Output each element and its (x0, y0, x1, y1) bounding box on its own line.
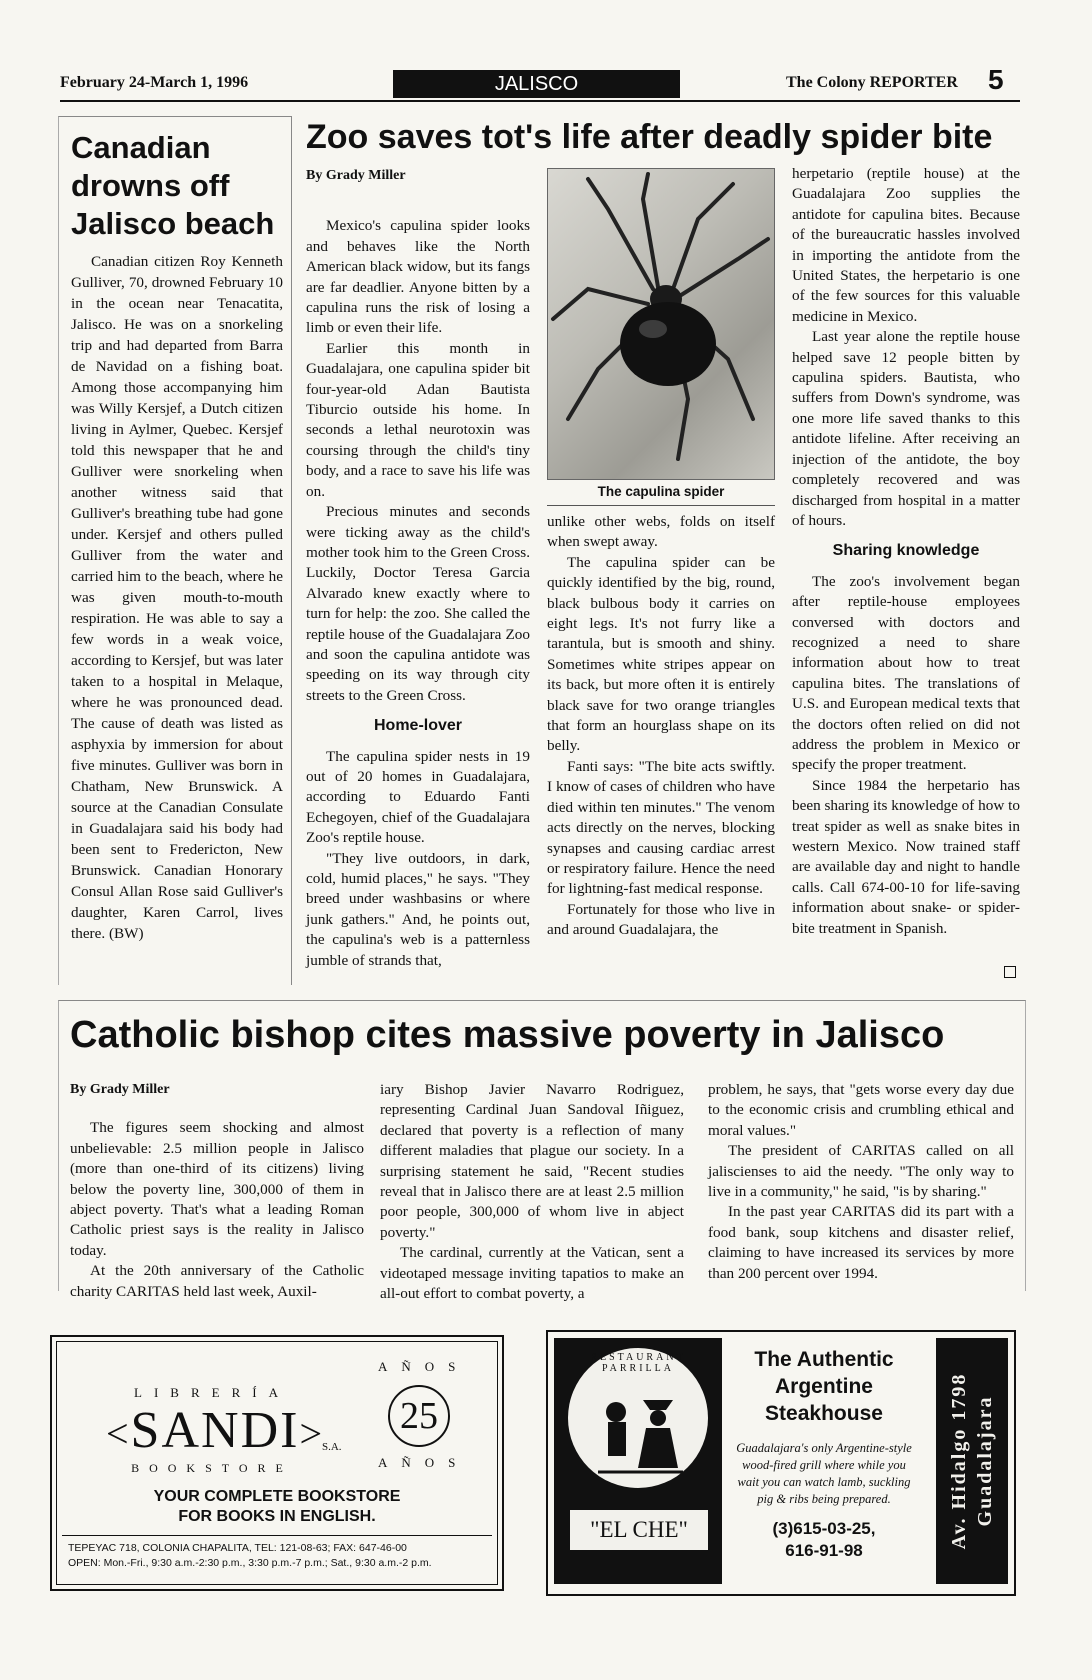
sandi-tagline-line-1: YOUR COMPLETE BOOKSTORE (153, 1488, 401, 1505)
spider-photo (547, 168, 775, 480)
zoo-paragraph: The capulina spider can be quickly identified by the big, round, black bulbous body it carries on eight legs. It's not furry like a tarantula, but is smooth and shiny. Sometimes white stripes appear on its back, but more often it is entirely black save for two orange triangles that form an hourglass shape on its belly. (547, 553, 775, 755)
paper-name: The Colony REPORTER (786, 74, 958, 91)
sandi-tagline-line-2: FOR BOOKS IN ENGLISH. (178, 1508, 376, 1525)
bishop-column-1 (70, 1080, 364, 1302)
zoo-column-2 (547, 512, 775, 941)
bishop-headline: Catholic bishop cites massive poverty in Jalisco (70, 1014, 945, 1056)
spider-icon (548, 169, 774, 479)
el-che-description: Guadalajara's only Argentine-style wood-fired grill where while you wait you can watch lamb, suckling pig & ribs being prepared. (736, 1441, 912, 1506)
canadian-story-box (58, 116, 292, 985)
sandi-anos-top: AÑOS (378, 1359, 470, 1374)
issue-date: February 24-March 1, 1996 (60, 74, 249, 91)
zoo-paragraph: unlike other webs, folds on itself when swept away. (547, 513, 775, 551)
zoo-paragraph: Precious minutes and seconds were ticking away as the child's mother took him to the Green Cross. Luckily, Doctor Teresa Garcia Alvarado knew exactly where to turn for help: the zoo. She called the reptile house of the Guadalajara Zoo and soon the capulina antidote was speeding on its way through city streets to the Green Cross. (306, 503, 530, 704)
bishop-paragraph: At the 20th anniversary of the Catholic charity CARITAS held last week, Auxil- (70, 1262, 364, 1300)
canadian-headline: Canadian drowns off Jalisco beach (71, 130, 275, 241)
bishop-column-2 (380, 1080, 684, 1304)
el-che-steakhouse-ad (546, 1330, 1016, 1596)
sandi-logo-name: <SANDI> (105, 1402, 325, 1459)
zoo-paragraph: Fanti says: "The bite acts swiftly. I know of cases of children who have died within ten minutes." The venom acts directly on the nerves, blocking synapses and causing cardiac arrest or respiratory failure. Hence the need for lightning-fast medical response. (547, 757, 775, 898)
el-che-phones (726, 1518, 922, 1562)
el-che-title: The Authentic Argentine Steakhouse (754, 1348, 894, 1425)
sandi-anniversary-badge: 25 (388, 1385, 450, 1447)
sandi-tagline (72, 1487, 482, 1527)
el-che-illustration (554, 1338, 722, 1584)
el-che-address-street: Av. Hidalgo 1798 (948, 1372, 970, 1550)
zoo-subhead-sharing: Sharing knowledge (832, 542, 980, 560)
zoo-paragraph: Since 1984 the herpetario has been sharing its knowledge of how to treat spider as well as snake bites in western Mexico. Now trained staff are available day and night to handle calls. Call 674-00-10 for life-saving information about snake- or spider-bite treatment in Spanish. (792, 776, 1020, 937)
bishop-paragraph: The figures seem shocking and almost unbelievable: 2.5 million people in Jalisco (more than one-third of its citizens) living below the poverty line, 300,000 of them in abject poverty. That's what a leading Roman Catholic priest says is the reality in Jalisco today. (70, 1119, 364, 1259)
page-number: 5 (988, 64, 1004, 95)
zoo-headline: Zoo saves tot's life after deadly spider bite (306, 118, 993, 156)
zoo-paragraph: Last year alone the reptile house helped save 12 people bitten by capulina spiders. Bautista, who suffers from Down's syndrome, was one more life saved thanks to this antidote lifeline. After receiving an injection of the antidote, the boy completely recovered and was discharged from hospital in a matter of hours. (792, 328, 1020, 529)
spider-photo-caption: The capulina spider (547, 484, 775, 506)
zoo-paragraph: "They live outdoors, in dark, cold, humid places," he says. "They breed under washbasins or where junk gathers." And, he points out, the capulina's web is a patternless jumble of strands that, (306, 849, 530, 969)
zoo-byline: By Grady Miller (306, 168, 406, 183)
sandi-hours: OPEN: Mon.-Fri., 9:30 a.m.-2:30 p.m., 3:30 p.m.-7 p.m.; Sat., 9:30 a.m.-2 p.m. (68, 1557, 432, 1569)
bishop-paragraph: The cardinal, currently at the Vatican, sent a videotaped message inviting tapatios to make an all-out effort to combat poverty, a (380, 1244, 684, 1303)
sandi-name: SANDI (130, 1402, 300, 1459)
sandi-libreria: LIBRERÍA (134, 1385, 290, 1400)
sandi-sa: S.A. (322, 1441, 342, 1453)
gaucho-icon (588, 1382, 688, 1482)
sandi-bookstore-label: BOOKSTORE (131, 1461, 293, 1475)
zoo-paragraph: The zoo's involvement began after reptile-house employees conversed with doctors and recognized a need to share information about how to treat capulina bites. The translations of U.S. and European medical texts that the doctors often relied on did not address the problem in Mexico or specify the proper treatment. (792, 572, 1020, 774)
zoo-paragraph: The capulina spider nests in 19 out of 20 homes in Guadalajara, according to Eduardo Fanti Echegoyen, chief of the Guadalajara Zoo's reptile house. (306, 747, 530, 847)
zoo-paragraph: Mexico's capulina spider looks and behaves like the North American black widow, but its fangs are far deadlier. Anyone bitten by a capulina runs the risk of losing a limb or even their life. (306, 217, 530, 337)
zoo-subhead-home-lover: Home-lover (373, 717, 463, 735)
zoo-paragraph: herpetario (reptile house) at the Guadalajara Zoo supplies the antidote for capulina bites. Because of the bureaucratic hassles involved in importing the antidote from the United States, the herpetario is one of the few sources for this valuable medicine in Mexico. (792, 165, 1020, 325)
section-banner: JALISCO (393, 70, 680, 98)
el-che-address-strip (936, 1338, 1008, 1584)
bishop-column-3 (708, 1080, 1014, 1284)
canadian-body: Canadian citizen Roy Kenneth Gulliver, 70, drowned February 10 in the ocean near Tenacatita, Jalisco. He was on a snorkeling trip and had departed from Barra de Navidad on a fishing boat. Among those accompanying him was Willy Kersjef, a Dutch citizen living in Aylmer, Quebec. Kersjef told this newspaper that he and Gulliver were snorkeling when another witness said that Gulliver's breathing tube had gone under. Kersjef and others pulled Gulliver from the water and carried him to the beach, where he was given mouth-to-mouth respiration. He was able to say a few words in a weak voice, according to Kersjef, but was later taken to a hospital in Melaque, where he was pronounced dead. The cause of death was listed as asphyxia by immersion for about five minutes. Gulliver was born in Chatham, New Brunswick. A source at the Canadian Consulate in Guadalajara said his body had been sent to Fredericton, New Brunswick. Canadian Honorary Consul Allan Rose said Gulliver's daughter, Karen Carrol, lives there. (BW) (71, 253, 283, 942)
zoo-paragraph: Earlier this month in Guadalajara, one capulina spider bit four-year-old Adan Bautista Tiburcio outside his home. In seconds a lethal neurotoxin was coursing through the child's tiny body, and a race to save his life was on. (306, 339, 530, 500)
el-che-sign: "EL CHE" (568, 1508, 710, 1552)
el-che-address-city: Guadalajara (974, 1395, 996, 1527)
el-che-phone-1: (3)615-03-25, (772, 1519, 876, 1538)
el-che-phone-2: 616-91-98 (785, 1541, 863, 1560)
bishop-paragraph: problem, he says, that "gets worse every day due to the economic crisis and crumbling ethical and moral values." (708, 1081, 1014, 1139)
bishop-paragraph: The president of CARITAS called on all jaliscienses to aid the needy. "The only way to live in a community," he said, "is by sharing." (708, 1142, 1014, 1201)
sandi-anos-bottom: AÑOS (378, 1455, 470, 1470)
zoo-column-3 (792, 164, 1020, 939)
bishop-byline: By Grady Miller (70, 1082, 170, 1097)
sandi-address: TEPEYAC 718, COLONIA CHAPALITA, TEL: 121-08-63; FAX: 647-46-00 (68, 1542, 407, 1554)
header-rule (60, 100, 1020, 102)
zoo-paragraph: Fortunately for those who live in and around Guadalajara, the (547, 900, 775, 939)
sandi-bookstore-ad (50, 1335, 504, 1591)
bishop-paragraph: iary Bishop Javier Navarro Rodriguez, representing Cardinal Juan Sandoval Iñiguez, declared that poverty is a reflection of many different maladies that plague our society. In a surprising statement he said, "Recent studies reveal that in Jalisco there are at least 2.5 million poor people, 300,000 of whom live in abject poverty." (380, 1081, 684, 1241)
el-che-address (946, 1373, 998, 1550)
end-mark-icon (1004, 966, 1016, 978)
bishop-paragraph: In the past year CARITAS did its part with a food bank, soup kitchens and disaster relief, claiming to have increased its services by more than 200 percent over 1994. (708, 1203, 1014, 1282)
el-che-arc-text: RESTAURANT PARRILLA (590, 1352, 686, 1374)
zoo-column-1 (306, 166, 530, 971)
